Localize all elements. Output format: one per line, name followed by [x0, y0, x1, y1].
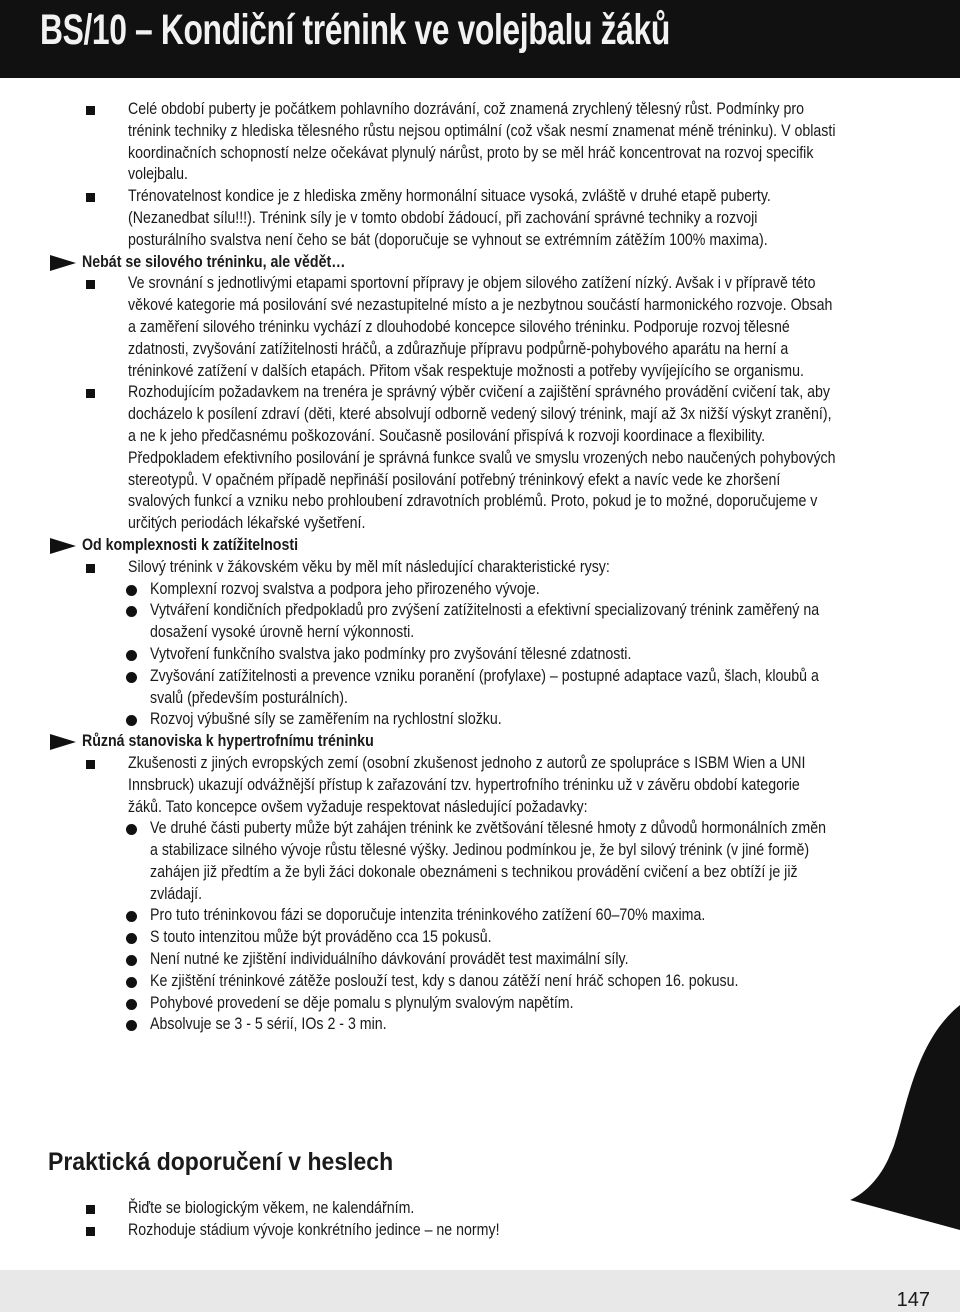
volleyball-corner-graphic [850, 1005, 960, 1230]
round-bullet-icon [126, 999, 137, 1010]
page-title: BS/10 – Kondiční trénink ve volejbalu žáků [40, 6, 670, 54]
item-text: S touto intenzitou může být prováděno cca 15 pokusů. [150, 928, 492, 947]
recommendations-list [0, 1198, 960, 1242]
square-bullet-icon [86, 1205, 95, 1214]
subheading [0, 731, 960, 753]
triangle-arrow-icon [50, 538, 76, 554]
list-item [0, 186, 960, 251]
item-text: Rozhodujícím požadavkem na trenéra je správný výběr cvičení a zajištění správného provádění cvičení tak, aby docházelo k posílení zdraví (děti, které absolvují odborně vedený silový trénink, mají až 3x nižší výskyt zranění), a ne k jeho předčasnému poškozování. Současně posilování přispívá k rozvoji koordinace a flexibility. Předpokladem efektivního posilování je správná funkce svalů ve smyslu vrozených nebo naučených pohybových stereotypů. V opačném případě nepřináší posilování potřebný tréninkový efekt a navíc vede ke zhoršení svalových funkcí a vzniku nebo prohloubení zdravotních problémů. Proto, pokud je to možné, doporučujeme v určitých periodách lékařské vyšetření. [128, 383, 836, 533]
square-bullet-icon [86, 389, 95, 398]
item-text: Komplexní rozvoj svalstva a podpora jeho přirozeného vývoje. [150, 579, 540, 598]
section-heading: Praktická doporučení v heslech [48, 1148, 394, 1176]
round-bullet-icon [126, 933, 137, 944]
round-bullet-icon [126, 585, 137, 596]
sub-list-item [0, 1014, 960, 1036]
item-text: Silový trénink v žákovském věku by měl mít následující charakteristické rysy: [128, 557, 610, 576]
round-bullet-icon [126, 650, 137, 661]
item-text: Ve druhé části puberty může být zahájen trénink ke zvětšování tělesné hmoty z důvodů hormonálních změn a stabilizace silného vývoje růstu tělesné výšky. Jedinou podmínkou je, že byl silový trénink (v jiné formě) zahájen již předtím a že byli žáci dokonale obeznámeni s technikou provádění cvičení a bez obtíží je již zvládají. [150, 819, 826, 903]
square-bullet-icon [86, 760, 95, 769]
item-text: Absolvuje se 3 - 5 sérií, IOs 2 - 3 min. [150, 1015, 387, 1034]
round-bullet-icon [126, 606, 137, 617]
list-item [0, 557, 960, 579]
triangle-arrow-icon [50, 734, 76, 750]
list-item [0, 753, 960, 818]
item-text: Vytvoření funkčního svalstva jako podmínky pro zvyšování tělesné zdatnosti. [150, 644, 632, 663]
triangle-arrow-icon [50, 255, 76, 271]
list-item [0, 1220, 960, 1242]
item-text: Rozvoj výbušné síly se zaměřením na rychlostní složku. [150, 710, 502, 729]
item-text: Nebát se silového tréninku, ale vědět… [82, 252, 346, 271]
item-text: Zvyšování zatížitelnosti a prevence vzniku poranění (profylaxe) – postupné adaptace vazů, šlach, kloubů a svalů (především posturálních). [150, 666, 819, 707]
item-text: Řiďte se biologickým věkem, ne kalendářním. [128, 1199, 415, 1217]
round-bullet-icon [126, 824, 137, 835]
sub-list-item [0, 927, 960, 949]
round-bullet-icon [126, 977, 137, 988]
page-number: 147 [896, 1289, 930, 1311]
square-bullet-icon [86, 193, 95, 202]
list-item [0, 382, 960, 535]
item-text: Různá stanoviska k hypertrofnímu tréninku [82, 732, 374, 751]
item-text: Trénovatelnost kondice je z hlediska změny hormonální situace vysoká, zvláště v druhé etapě puberty. (Nezanedbat sílu!!!). Trénink síly je v tomto období žádoucí, při zachování správné techniky a rozvoji posturálního svalstva není čeho se bát (doporučuje se vyhnout se extrémním zátěžím 100% maxima). [128, 187, 771, 249]
list-item [0, 1198, 960, 1220]
item-text: Celé období puberty je počátkem pohlavního dozrávání, což znamená zrychlený tělesný růst. Podmínky pro trénink techniky z hlediska tělesného růstu nejsou optimální (což však nesmí znamenat méně tréninku). V oblasti koordinačních schopností nelze očekávat plynulý nárůst, proto by se měl hráč koncentrovat na rozvoj specifik volejbalu. [128, 100, 836, 184]
sub-list-item [0, 644, 960, 666]
sub-list-item [0, 579, 960, 601]
item-text: Pohybové provedení se děje pomalu s plynulým svalovým napětím. [150, 993, 574, 1012]
sub-list-item [0, 971, 960, 993]
item-text: Vytváření kondičních předpokladů pro zvýšení zatížitelnosti a efektivní specializovaný trénink zaměřený na dosažení vysoké úrovně herní výkonnosti. [150, 601, 820, 642]
sub-list-item [0, 949, 960, 971]
sub-list-item [0, 818, 960, 905]
list-item [0, 273, 960, 382]
round-bullet-icon [126, 955, 137, 966]
sub-list-item [0, 666, 960, 710]
item-text: Pro tuto tréninkovou fázi se doporučuje intenzita tréninkového zatížení 60–70% maxima. [150, 906, 706, 925]
list-item [0, 99, 960, 186]
square-bullet-icon [86, 564, 95, 573]
item-text: Ke zjištění tréninkové zátěže poslouží test, kdy s danou zátěží není hráč schopen 16. pokusu. [150, 971, 739, 990]
square-bullet-icon [86, 106, 95, 115]
round-bullet-icon [126, 911, 137, 922]
square-bullet-icon [86, 1227, 95, 1236]
sub-list-item [0, 600, 960, 644]
subheading [0, 252, 960, 274]
item-text: Rozhoduje stádium vývoje konkrétního jedince – ne normy! [128, 1220, 500, 1239]
header-bar [0, 0, 960, 78]
sub-list-item [0, 709, 960, 731]
footer-bar [0, 1270, 960, 1312]
item-text: Od komplexnosti k zatížitelnosti [82, 535, 299, 554]
item-text: Ve srovnání s jednotlivými etapami sportovní přípravy je objem silového zatížení nízký. Avšak i v přípravě této věkové kategorie má posilování své nezastupitelné místo a je nezbytnou součástí harmonického rozvoje. Obsah a zaměření silového tréninku vychází z dlouhodobé koncepce silového tréninku. Podporuje rozvoj tělesné zdatnosti, zvyšování zatížitelnosti hráčů, a zdůrazňuje přípravu podpůrně-pohybového aparátu na herní a tréninkové zatížení v dalších etapách. Přitom však respektuje možnosti a potřeby vyvíjejícího se organismu. [128, 274, 833, 380]
round-bullet-icon [126, 1020, 137, 1031]
subheading [0, 535, 960, 557]
round-bullet-icon [126, 672, 137, 683]
item-text: Není nutné ke zjištění individuálního dávkování provádět test maximální síly. [150, 950, 629, 969]
round-bullet-icon [126, 715, 137, 726]
square-bullet-icon [86, 280, 95, 289]
item-text: Zkušenosti z jiných evropských zemí (osobní zkušenost jednoho z autorů ze spolupráce s ISBM Wien a UNI Innsbruck) ukazují odvážnější přístup k zařazování tzv. hypertrofního tréninku už v závěru období kategorie žáků. Tato koncepce ovšem vyžaduje respektovat následující požadavky: [128, 753, 806, 816]
sub-list-item [0, 993, 960, 1015]
main-content [0, 99, 960, 1036]
sub-list-item [0, 905, 960, 927]
